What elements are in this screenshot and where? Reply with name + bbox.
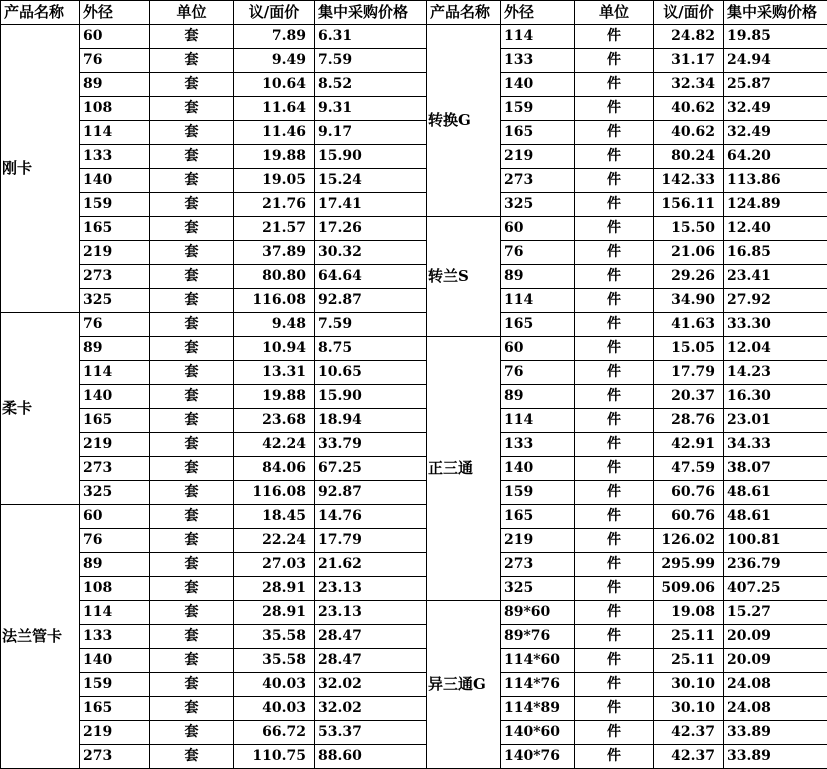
- group-price-cell: 12.40: [724, 217, 827, 241]
- header-product-name: 产品名称: [1, 1, 80, 25]
- group-price-cell: 67.25: [315, 457, 427, 481]
- diameter-cell: 114: [501, 25, 575, 49]
- group-price-cell: 34.33: [724, 433, 827, 457]
- list-price-cell: 116.08: [234, 289, 315, 313]
- table-row: [1, 505, 427, 529]
- diameter-cell: 133: [80, 625, 150, 649]
- unit-cell: 套: [150, 193, 234, 217]
- unit-cell: 件: [575, 25, 654, 49]
- list-price-cell: 295.99: [654, 553, 724, 577]
- unit-cell: 件: [575, 529, 654, 553]
- unit-cell: 件: [575, 145, 654, 169]
- diameter-cell: 219: [501, 145, 575, 169]
- group-price-cell: 24.08: [724, 697, 827, 721]
- diameter-cell: 165: [501, 505, 575, 529]
- group-price-cell: 17.79: [315, 529, 427, 553]
- group-price-cell: 28.47: [315, 625, 427, 649]
- list-price-cell: 15.50: [654, 217, 724, 241]
- diameter-cell: 325: [80, 481, 150, 505]
- product-name-cell: 法兰管卡: [1, 505, 80, 769]
- diameter-cell: 165: [501, 313, 575, 337]
- list-price-cell: 110.75: [234, 745, 315, 769]
- group-price-cell: 16.85: [724, 241, 827, 265]
- list-price-cell: 10.94: [234, 337, 315, 361]
- group-price-cell: 9.31: [315, 97, 427, 121]
- unit-cell: 套: [150, 529, 234, 553]
- group-price-cell: 8.52: [315, 73, 427, 97]
- group-price-cell: 20.09: [724, 625, 827, 649]
- unit-cell: 件: [575, 313, 654, 337]
- diameter-cell: 76: [501, 241, 575, 265]
- group-price-cell: 64.20: [724, 145, 827, 169]
- list-price-cell: 60.76: [654, 481, 724, 505]
- unit-cell: 件: [575, 73, 654, 97]
- unit-cell: 套: [150, 433, 234, 457]
- header-unit: 单位: [575, 1, 654, 25]
- product-name-cell: 转兰S: [427, 217, 501, 337]
- diameter-cell: 89: [80, 337, 150, 361]
- table-row: [1, 313, 427, 337]
- diameter-cell: 114: [80, 361, 150, 385]
- unit-cell: 件: [575, 721, 654, 745]
- group-price-cell: 24.94: [724, 49, 827, 73]
- diameter-cell: 89: [80, 73, 150, 97]
- group-price-cell: 9.17: [315, 121, 427, 145]
- list-price-cell: 40.03: [234, 697, 315, 721]
- diameter-cell: 114: [501, 289, 575, 313]
- unit-cell: 套: [150, 361, 234, 385]
- unit-cell: 套: [150, 601, 234, 625]
- diameter-cell: 325: [501, 577, 575, 601]
- table-row: [427, 337, 827, 361]
- diameter-cell: 76: [501, 361, 575, 385]
- header-unit: 单位: [150, 1, 234, 25]
- list-price-cell: 142.33: [654, 169, 724, 193]
- list-price-cell: 9.48: [234, 313, 315, 337]
- unit-cell: 套: [150, 577, 234, 601]
- diameter-cell: 140: [501, 73, 575, 97]
- list-price-cell: 19.88: [234, 145, 315, 169]
- header-group-price: 集中采购价格: [724, 1, 827, 25]
- list-price-cell: 20.37: [654, 385, 724, 409]
- diameter-cell: 108: [80, 577, 150, 601]
- table-row: [1, 25, 427, 49]
- unit-cell: 套: [150, 121, 234, 145]
- group-price-cell: 64.64: [315, 265, 427, 289]
- unit-cell: 套: [150, 289, 234, 313]
- group-price-cell: 6.31: [315, 25, 427, 49]
- diameter-cell: 60: [501, 217, 575, 241]
- unit-cell: 件: [575, 481, 654, 505]
- unit-cell: 件: [575, 649, 654, 673]
- group-price-cell: 17.26: [315, 217, 427, 241]
- list-price-cell: 42.24: [234, 433, 315, 457]
- unit-cell: 件: [575, 697, 654, 721]
- diameter-cell: 89: [501, 385, 575, 409]
- diameter-cell: 114: [80, 601, 150, 625]
- list-price-cell: 29.26: [654, 265, 724, 289]
- product-name-cell: 异三通G: [427, 601, 501, 769]
- group-price-cell: 17.41: [315, 193, 427, 217]
- diameter-cell: 108: [80, 97, 150, 121]
- list-price-cell: 60.76: [654, 505, 724, 529]
- unit-cell: 件: [575, 673, 654, 697]
- list-price-cell: 80.24: [654, 145, 724, 169]
- unit-cell: 件: [575, 505, 654, 529]
- list-price-cell: 40.62: [654, 121, 724, 145]
- group-price-cell: 23.01: [724, 409, 827, 433]
- diameter-cell: 114*60: [501, 649, 575, 673]
- group-price-cell: 23.41: [724, 265, 827, 289]
- diameter-cell: 89*76: [501, 625, 575, 649]
- header-diameter: 外径: [501, 1, 575, 25]
- unit-cell: 套: [150, 745, 234, 769]
- diameter-cell: 114: [80, 121, 150, 145]
- table-row: [427, 25, 827, 49]
- diameter-cell: 133: [501, 49, 575, 73]
- unit-cell: 套: [150, 697, 234, 721]
- group-price-cell: 27.92: [724, 289, 827, 313]
- diameter-cell: 219: [80, 433, 150, 457]
- list-price-cell: 17.79: [654, 361, 724, 385]
- list-price-cell: 156.11: [654, 193, 724, 217]
- unit-cell: 套: [150, 49, 234, 73]
- list-price-cell: 41.63: [654, 313, 724, 337]
- group-price-cell: 28.47: [315, 649, 427, 673]
- group-price-cell: 236.79: [724, 553, 827, 577]
- list-price-cell: 84.06: [234, 457, 315, 481]
- group-price-cell: 53.37: [315, 721, 427, 745]
- list-price-cell: 31.17: [654, 49, 724, 73]
- unit-cell: 套: [150, 73, 234, 97]
- unit-cell: 件: [575, 433, 654, 457]
- group-price-cell: 33.79: [315, 433, 427, 457]
- diameter-cell: 159: [80, 673, 150, 697]
- unit-cell: 件: [575, 361, 654, 385]
- list-price-cell: 19.08: [654, 601, 724, 625]
- price-table-right: [426, 0, 827, 769]
- diameter-cell: 140*76: [501, 745, 575, 769]
- unit-cell: 件: [575, 49, 654, 73]
- list-price-cell: 21.06: [654, 241, 724, 265]
- group-price-cell: 48.61: [724, 505, 827, 529]
- diameter-cell: 219: [80, 721, 150, 745]
- diameter-cell: 76: [80, 49, 150, 73]
- diameter-cell: 325: [501, 193, 575, 217]
- diameter-cell: 165: [80, 409, 150, 433]
- unit-cell: 件: [575, 577, 654, 601]
- diameter-cell: 325: [80, 289, 150, 313]
- header-list-price: 议/面价: [234, 1, 315, 25]
- diameter-cell: 140: [80, 385, 150, 409]
- group-price-cell: 407.25: [724, 577, 827, 601]
- list-price-cell: 18.45: [234, 505, 315, 529]
- diameter-cell: 140: [80, 169, 150, 193]
- diameter-cell: 273: [80, 745, 150, 769]
- diameter-cell: 140: [80, 649, 150, 673]
- unit-cell: 套: [150, 313, 234, 337]
- list-price-cell: 47.59: [654, 457, 724, 481]
- group-price-cell: 19.85: [724, 25, 827, 49]
- list-price-cell: 11.46: [234, 121, 315, 145]
- product-name-cell: 柔卡: [1, 313, 80, 505]
- diameter-cell: 133: [501, 433, 575, 457]
- group-price-cell: 32.49: [724, 121, 827, 145]
- diameter-cell: 273: [501, 553, 575, 577]
- list-price-cell: 116.08: [234, 481, 315, 505]
- group-price-cell: 7.59: [315, 49, 427, 73]
- diameter-cell: 159: [501, 97, 575, 121]
- group-price-cell: 113.86: [724, 169, 827, 193]
- group-price-cell: 23.13: [315, 577, 427, 601]
- group-price-cell: 15.24: [315, 169, 427, 193]
- unit-cell: 件: [575, 265, 654, 289]
- list-price-cell: 30.10: [654, 697, 724, 721]
- list-price-cell: 509.06: [654, 577, 724, 601]
- product-name-cell: 正三通: [427, 337, 501, 601]
- list-price-cell: 80.80: [234, 265, 315, 289]
- unit-cell: 件: [575, 121, 654, 145]
- group-price-cell: 30.32: [315, 241, 427, 265]
- list-price-cell: 22.24: [234, 529, 315, 553]
- group-price-cell: 14.23: [724, 361, 827, 385]
- group-price-cell: 8.75: [315, 337, 427, 361]
- diameter-cell: 60: [80, 505, 150, 529]
- diameter-cell: 273: [80, 457, 150, 481]
- unit-cell: 套: [150, 337, 234, 361]
- group-price-cell: 124.89: [724, 193, 827, 217]
- list-price-cell: 11.64: [234, 97, 315, 121]
- unit-cell: 件: [575, 241, 654, 265]
- list-price-cell: 37.89: [234, 241, 315, 265]
- unit-cell: 套: [150, 241, 234, 265]
- diameter-cell: 114: [501, 409, 575, 433]
- unit-cell: 套: [150, 457, 234, 481]
- diameter-cell: 133: [80, 145, 150, 169]
- diameter-cell: 219: [80, 241, 150, 265]
- unit-cell: 件: [575, 169, 654, 193]
- list-price-cell: 19.05: [234, 169, 315, 193]
- unit-cell: 件: [575, 337, 654, 361]
- list-price-cell: 10.64: [234, 73, 315, 97]
- diameter-cell: 76: [80, 529, 150, 553]
- group-price-cell: 15.90: [315, 145, 427, 169]
- unit-cell: 套: [150, 145, 234, 169]
- diameter-cell: 140: [501, 457, 575, 481]
- group-price-cell: 32.02: [315, 697, 427, 721]
- unit-cell: 套: [150, 169, 234, 193]
- list-price-cell: 15.05: [654, 337, 724, 361]
- header-group-price: 集中采购价格: [315, 1, 427, 25]
- list-price-cell: 40.03: [234, 673, 315, 697]
- product-name-cell: 转换G: [427, 25, 501, 217]
- list-price-cell: 19.88: [234, 385, 315, 409]
- group-price-cell: 48.61: [724, 481, 827, 505]
- unit-cell: 套: [150, 217, 234, 241]
- group-price-cell: 32.49: [724, 97, 827, 121]
- group-price-cell: 14.76: [315, 505, 427, 529]
- unit-cell: 套: [150, 505, 234, 529]
- list-price-cell: 40.62: [654, 97, 724, 121]
- group-price-cell: 33.30: [724, 313, 827, 337]
- header-row: [427, 1, 827, 25]
- group-price-cell: 15.27: [724, 601, 827, 625]
- unit-cell: 件: [575, 553, 654, 577]
- list-price-cell: 25.11: [654, 649, 724, 673]
- unit-cell: 套: [150, 649, 234, 673]
- list-price-cell: 66.72: [234, 721, 315, 745]
- unit-cell: 套: [150, 625, 234, 649]
- diameter-cell: 60: [501, 337, 575, 361]
- list-price-cell: 34.90: [654, 289, 724, 313]
- unit-cell: 件: [575, 409, 654, 433]
- unit-cell: 套: [150, 481, 234, 505]
- unit-cell: 套: [150, 673, 234, 697]
- list-price-cell: 35.58: [234, 649, 315, 673]
- table-row: [427, 217, 827, 241]
- list-price-cell: 35.58: [234, 625, 315, 649]
- group-price-cell: 20.09: [724, 649, 827, 673]
- list-price-cell: 13.31: [234, 361, 315, 385]
- unit-cell: 套: [150, 265, 234, 289]
- group-price-cell: 15.90: [315, 385, 427, 409]
- list-price-cell: 27.03: [234, 553, 315, 577]
- header-list-price: 议/面价: [654, 1, 724, 25]
- group-price-cell: 7.59: [315, 313, 427, 337]
- diameter-cell: 273: [80, 265, 150, 289]
- unit-cell: 件: [575, 625, 654, 649]
- list-price-cell: 28.76: [654, 409, 724, 433]
- diameter-cell: 114*89: [501, 697, 575, 721]
- list-price-cell: 32.34: [654, 73, 724, 97]
- list-price-cell: 42.37: [654, 721, 724, 745]
- unit-cell: 套: [150, 409, 234, 433]
- group-price-cell: 21.62: [315, 553, 427, 577]
- unit-cell: 件: [575, 217, 654, 241]
- group-price-cell: 33.89: [724, 721, 827, 745]
- list-price-cell: 23.68: [234, 409, 315, 433]
- diameter-cell: 165: [80, 697, 150, 721]
- list-price-cell: 25.11: [654, 625, 724, 649]
- group-price-cell: 10.65: [315, 361, 427, 385]
- unit-cell: 件: [575, 97, 654, 121]
- unit-cell: 套: [150, 385, 234, 409]
- diameter-cell: 60: [80, 25, 150, 49]
- list-price-cell: 28.91: [234, 601, 315, 625]
- unit-cell: 件: [575, 601, 654, 625]
- group-price-cell: 100.81: [724, 529, 827, 553]
- list-price-cell: 30.10: [654, 673, 724, 697]
- unit-cell: 套: [150, 721, 234, 745]
- unit-cell: 件: [575, 193, 654, 217]
- group-price-cell: 24.08: [724, 673, 827, 697]
- group-price-cell: 12.04: [724, 337, 827, 361]
- diameter-cell: 89*60: [501, 601, 575, 625]
- diameter-cell: 89: [80, 553, 150, 577]
- product-name-cell: 刚卡: [1, 25, 80, 313]
- unit-cell: 件: [575, 385, 654, 409]
- diameter-cell: 219: [501, 529, 575, 553]
- diameter-cell: 114*76: [501, 673, 575, 697]
- group-price-cell: 33.89: [724, 745, 827, 769]
- group-price-cell: 92.87: [315, 481, 427, 505]
- header-diameter: 外径: [80, 1, 150, 25]
- list-price-cell: 9.49: [234, 49, 315, 73]
- list-price-cell: 24.82: [654, 25, 724, 49]
- diameter-cell: 159: [501, 481, 575, 505]
- unit-cell: 套: [150, 553, 234, 577]
- unit-cell: 件: [575, 457, 654, 481]
- unit-cell: 件: [575, 289, 654, 313]
- unit-cell: 套: [150, 97, 234, 121]
- group-price-cell: 32.02: [315, 673, 427, 697]
- unit-cell: 件: [575, 745, 654, 769]
- group-price-cell: 38.07: [724, 457, 827, 481]
- group-price-cell: 88.60: [315, 745, 427, 769]
- diameter-cell: 140*60: [501, 721, 575, 745]
- header-product-name: 产品名称: [427, 1, 501, 25]
- diameter-cell: 165: [501, 121, 575, 145]
- unit-cell: 套: [150, 25, 234, 49]
- header-row: [1, 1, 427, 25]
- diameter-cell: 89: [501, 265, 575, 289]
- list-price-cell: 7.89: [234, 25, 315, 49]
- group-price-cell: 25.87: [724, 73, 827, 97]
- group-price-cell: 92.87: [315, 289, 427, 313]
- group-price-cell: 18.94: [315, 409, 427, 433]
- table-row: [427, 601, 827, 625]
- list-price-cell: 42.91: [654, 433, 724, 457]
- group-price-cell: 23.13: [315, 601, 427, 625]
- list-price-cell: 42.37: [654, 745, 724, 769]
- list-price-cell: 21.76: [234, 193, 315, 217]
- diameter-cell: 273: [501, 169, 575, 193]
- list-price-cell: 28.91: [234, 577, 315, 601]
- group-price-cell: 16.30: [724, 385, 827, 409]
- diameter-cell: 76: [80, 313, 150, 337]
- diameter-cell: 159: [80, 193, 150, 217]
- diameter-cell: 165: [80, 217, 150, 241]
- list-price-cell: 21.57: [234, 217, 315, 241]
- list-price-cell: 126.02: [654, 529, 724, 553]
